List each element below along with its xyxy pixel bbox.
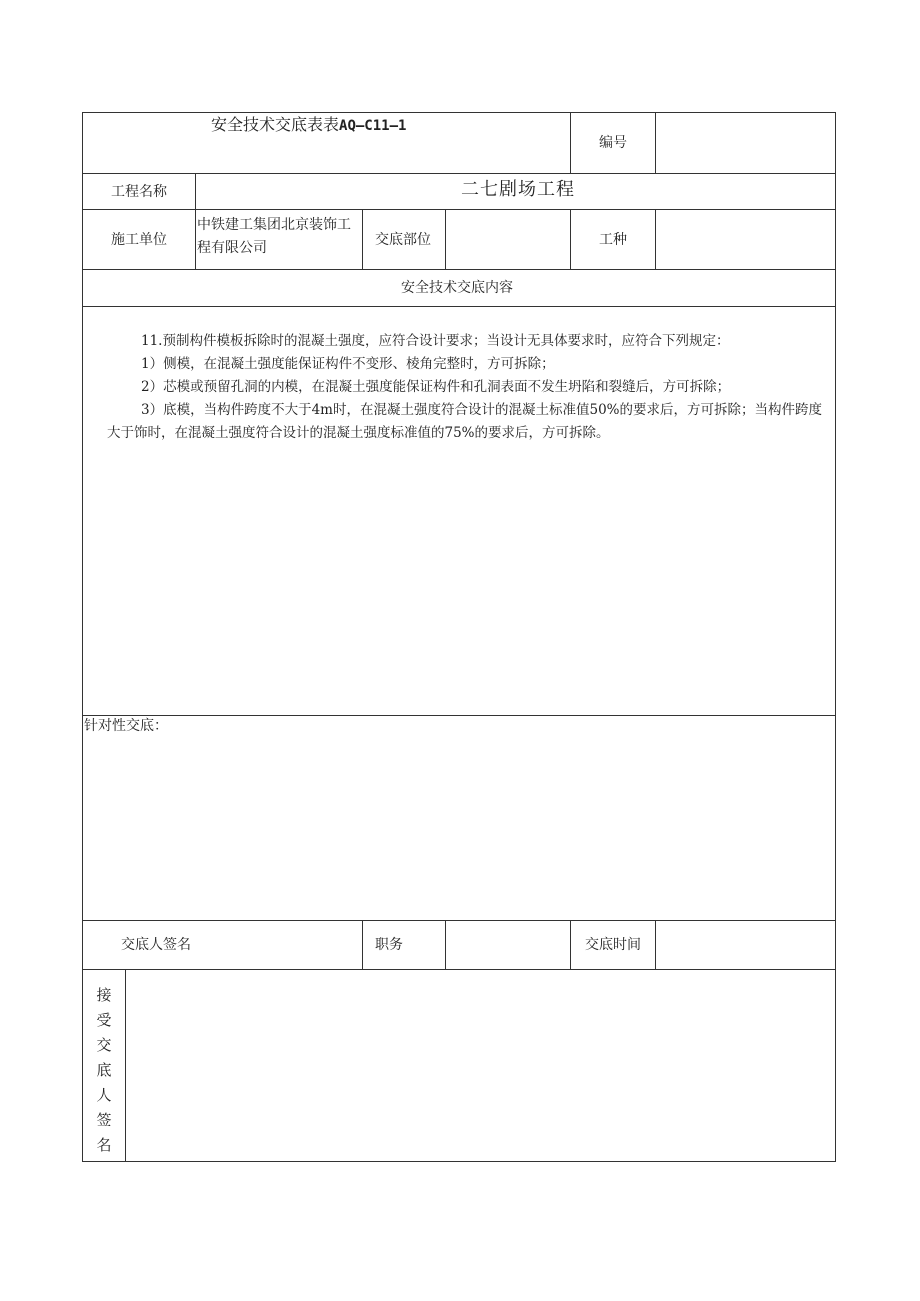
col-divider [655, 113, 656, 173]
content-paragraph: 1）侧模，在混凝土强度能保证构件不变形、棱角完整时，方可拆除； [141, 356, 555, 372]
row-divider [83, 269, 835, 270]
construction-unit-value-line1: 中铁建工集团北京装饰工 [197, 217, 351, 233]
construction-unit-value-line2: 程有限公司 [197, 240, 267, 256]
col-divider [195, 173, 196, 269]
col-divider [570, 920, 571, 969]
col-divider [655, 920, 656, 969]
col-divider [655, 209, 656, 269]
project-name-value[interactable]: 二七剧场工程 [461, 179, 575, 200]
col-divider [445, 209, 446, 269]
trade-value[interactable] [673, 230, 813, 250]
col-divider [445, 920, 446, 969]
content-paragraph: 11.预制构件模板拆除时的混凝土强度，应符合设计要求；当设计无具体要求时，应符合下列规定： [141, 333, 730, 349]
number-label: 编号 [599, 135, 627, 151]
disclosure-time-label: 交底时间 [585, 937, 641, 953]
construction-unit-label: 施工单位 [111, 232, 167, 248]
content-body [83, 306, 835, 715]
col-divider [362, 920, 363, 969]
content-paragraph: 2）芯模或预留孔洞的内模，在混凝土强度能保证构件和孔洞表面不发生坍陷和裂缝后，方可拆除； [141, 379, 731, 395]
number-value[interactable] [673, 133, 813, 153]
signer-label: 交底人签名 [121, 937, 191, 953]
receiver-signature-area[interactable] [126, 970, 835, 1161]
safety-disclosure-form [82, 112, 836, 1162]
col-divider [570, 113, 571, 173]
position-label: 职务 [375, 937, 403, 953]
disclosure-part-label: 交底部位 [375, 232, 431, 248]
receiver-signature-label: 接受交底人签名 [96, 986, 112, 1154]
disclosure-part-value[interactable] [455, 230, 555, 250]
row-divider [83, 920, 835, 921]
row-divider [83, 715, 835, 716]
content-heading: 安全技术交底内容 [401, 280, 513, 296]
form-title [211, 115, 406, 136]
targeted-disclosure-label: 针对性交底： [84, 718, 168, 734]
form-code: AQ—C11—1 [339, 118, 407, 134]
project-name-label: 工程名称 [111, 184, 167, 200]
col-divider [362, 209, 363, 269]
form-title-text: 安全技术交底表表 [211, 115, 340, 134]
content-paragraph: 3）底模，当构件跨度不大于4m时，在混凝土强度符合设计的混凝土标准值50%的要求后，方可拆除；当构件跨度大于饰时，在混凝土强度符合设计的混凝土强度标准值的75%的要求后，方可拆除。 [107, 402, 822, 441]
col-divider [570, 209, 571, 269]
trade-label: 工种 [599, 232, 627, 248]
